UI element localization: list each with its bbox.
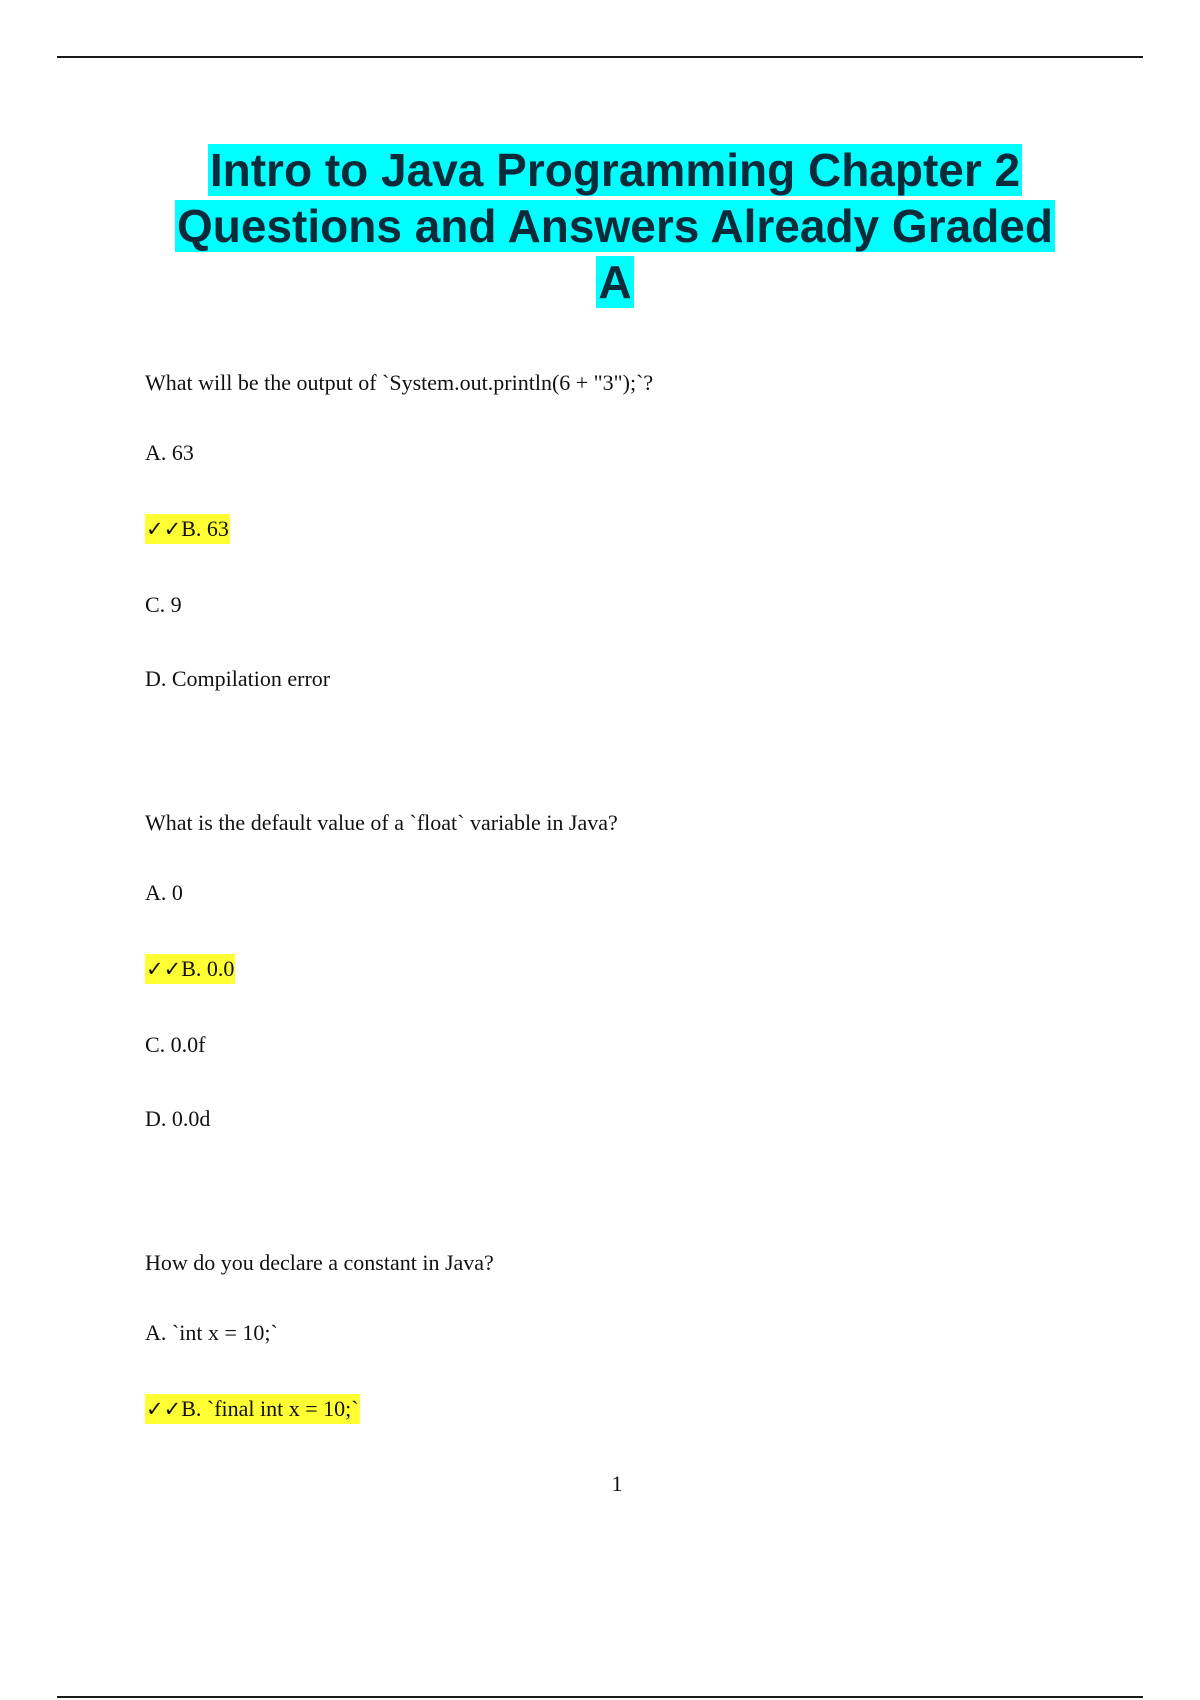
question-1-option-b: B. 63 [181,516,229,541]
title-line-2: Questions and Answers Already Graded [177,200,1053,252]
question-1-option-d: D. Compilation error [145,666,331,691]
answer-highlight [145,1394,360,1424]
question-2-option-c: C. 0.0f [145,1032,206,1057]
document-title [120,142,1110,310]
question-3-option-b: B. `final int x = 10;` [181,1396,359,1421]
title-line-3: A [598,256,632,308]
question-2-text: What is the default value of a `float` variable in Java? [145,810,618,835]
double-check-icon: ✓✓ [146,517,182,541]
question-1-correct-answer [145,515,230,543]
footer-rule [57,1696,1143,1698]
question-1-option-c: C. 9 [145,592,182,617]
answer-highlight [145,514,230,544]
question-2-correct-answer [145,955,235,983]
question-1-option-a: A. 63 [145,440,194,465]
question-2-option-b: B. 0.0 [181,956,235,981]
double-check-icon: ✓✓ [146,1397,182,1421]
question-3-text: How do you declare a constant in Java? [145,1250,494,1275]
question-2-option-a: A. 0 [145,880,183,905]
header-rule [57,56,1143,58]
page-number: 1 [611,1471,623,1496]
question-1-text: What will be the output of `System.out.println(6 + "3");`? [145,370,654,395]
double-check-icon: ✓✓ [146,957,182,981]
question-3-correct-answer [145,1395,360,1423]
title-line-1: Intro to Java Programming Chapter 2 [209,144,1021,196]
answer-highlight [145,954,235,984]
question-3-option-a: A. `int x = 10;` [145,1320,278,1345]
question-2-option-d: D. 0.0d [145,1106,211,1131]
